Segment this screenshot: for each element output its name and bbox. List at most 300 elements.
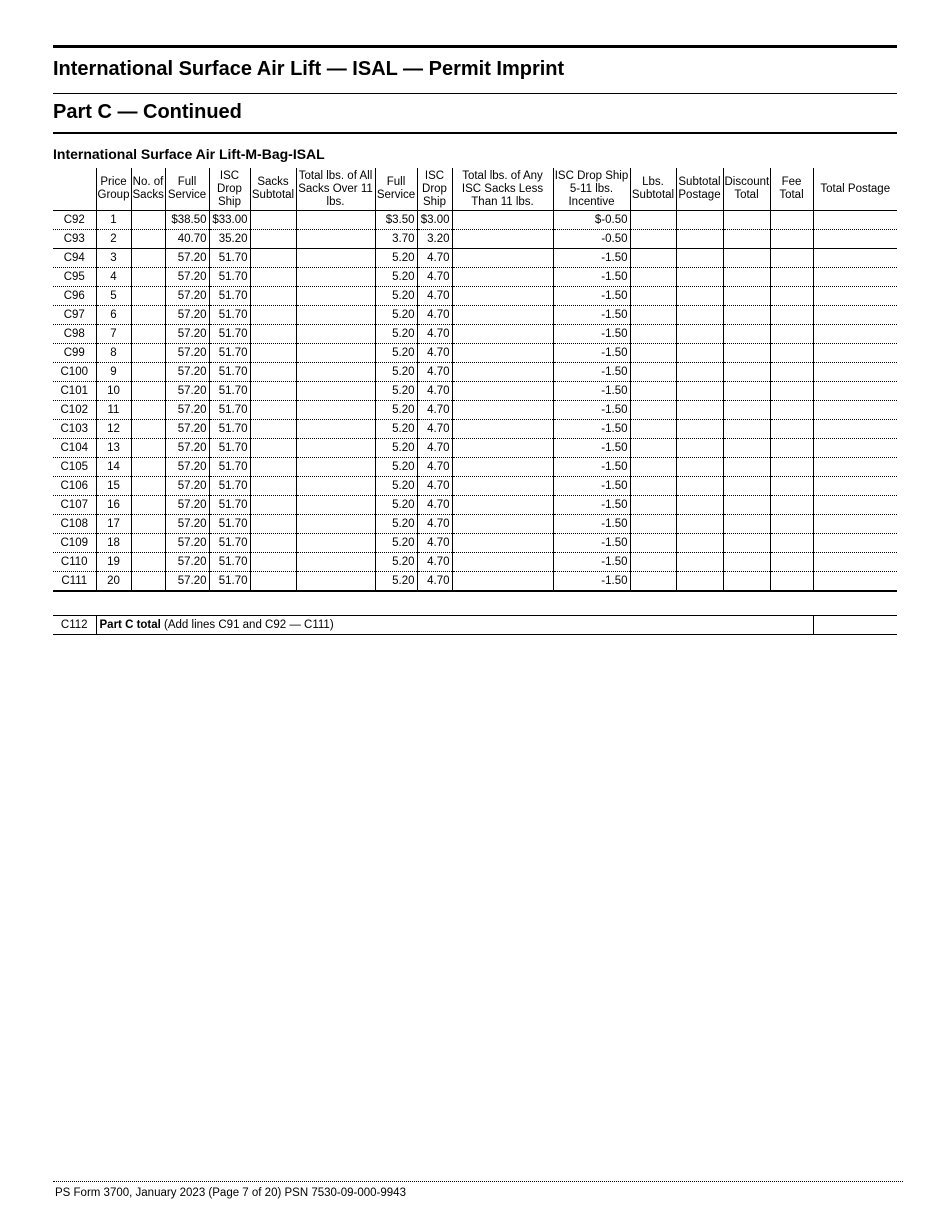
line-number: C92 (53, 211, 96, 230)
lbs-subtotal-input[interactable] (630, 268, 676, 287)
no-of-sacks-input[interactable] (131, 363, 165, 382)
isc-drop-ship-lb-rate: 4.70 (417, 420, 452, 439)
fee-total-input[interactable] (770, 287, 813, 306)
total-lbs-less-11-input[interactable] (452, 553, 553, 572)
no-of-sacks-input[interactable] (131, 439, 165, 458)
line-number: C103 (53, 420, 96, 439)
discount-total-input[interactable] (723, 477, 770, 496)
subtotal-postage-input[interactable] (676, 553, 723, 572)
lbs-subtotal-input[interactable] (630, 477, 676, 496)
sacks-subtotal-input[interactable] (250, 515, 296, 534)
lbs-subtotal-input[interactable] (630, 249, 676, 268)
total-postage-input[interactable] (813, 211, 897, 230)
total-postage-input[interactable] (813, 572, 897, 592)
full-service-sack-rate: $38.50 (165, 211, 209, 230)
total-lbs-over-11-input[interactable] (296, 363, 375, 382)
full-service-sack-rate: 57.20 (165, 439, 209, 458)
sacks-subtotal-input[interactable] (250, 420, 296, 439)
fee-total-input[interactable] (770, 363, 813, 382)
total-lbs-over-11-input[interactable] (296, 344, 375, 363)
line-number: C94 (53, 249, 96, 268)
sacks-subtotal-input[interactable] (250, 534, 296, 553)
col-header-no-of-sacks: No. of Sacks (131, 168, 165, 211)
isc-drop-ship-sack-rate: 51.70 (209, 477, 250, 496)
line-number: C104 (53, 439, 96, 458)
no-of-sacks-input[interactable] (131, 287, 165, 306)
total-lbs-less-11-input[interactable] (452, 534, 553, 553)
lbs-subtotal-input[interactable] (630, 439, 676, 458)
subtotal-postage-input[interactable] (676, 287, 723, 306)
total-lbs-over-11-input[interactable] (296, 458, 375, 477)
discount-total-input[interactable] (723, 553, 770, 572)
lbs-subtotal-input[interactable] (630, 553, 676, 572)
price-group: 8 (96, 344, 131, 363)
discount-total-input[interactable] (723, 420, 770, 439)
col-header-price-group: Price Group (96, 168, 131, 211)
table-row (53, 211, 897, 230)
subtotal-postage-input[interactable] (676, 325, 723, 344)
price-group: 6 (96, 306, 131, 325)
isc-drop-ship-sack-rate: 51.70 (209, 572, 250, 592)
no-of-sacks-input[interactable] (131, 382, 165, 401)
line-number: C93 (53, 230, 96, 249)
sacks-subtotal-input[interactable] (250, 287, 296, 306)
total-postage-input[interactable] (813, 249, 897, 268)
table-row (53, 306, 897, 325)
full-service-lb-rate: 3.70 (375, 230, 417, 249)
subtotal-postage-input[interactable] (676, 496, 723, 515)
line-number: C99 (53, 344, 96, 363)
price-group: 5 (96, 287, 131, 306)
isc-drop-ship-sack-rate: 51.70 (209, 344, 250, 363)
total-lbs-over-11-input[interactable] (296, 401, 375, 420)
full-service-sack-rate: 57.20 (165, 344, 209, 363)
total-postage-input[interactable] (813, 420, 897, 439)
full-service-sack-rate: 57.20 (165, 515, 209, 534)
incentive-rate: -1.50 (553, 553, 630, 572)
sacks-subtotal-input[interactable] (250, 363, 296, 382)
total-lbs-over-11-input[interactable] (296, 477, 375, 496)
isc-drop-ship-lb-rate: 4.70 (417, 496, 452, 515)
discount-total-input[interactable] (723, 363, 770, 382)
price-group: 17 (96, 515, 131, 534)
full-service-lb-rate: 5.20 (375, 515, 417, 534)
total-lbs-over-11-input[interactable] (296, 439, 375, 458)
discount-total-input[interactable] (723, 230, 770, 249)
subtotal-postage-input[interactable] (676, 401, 723, 420)
subtotal-postage-input[interactable] (676, 534, 723, 553)
no-of-sacks-input[interactable] (131, 306, 165, 325)
no-of-sacks-input[interactable] (131, 249, 165, 268)
lbs-subtotal-input[interactable] (630, 230, 676, 249)
fee-total-input[interactable] (770, 420, 813, 439)
fee-total-input[interactable] (770, 268, 813, 287)
subtotal-postage-input[interactable] (676, 572, 723, 592)
discount-total-input[interactable] (723, 401, 770, 420)
incentive-rate: -1.50 (553, 439, 630, 458)
total-lbs-over-11-input[interactable] (296, 420, 375, 439)
no-of-sacks-input[interactable] (131, 420, 165, 439)
lbs-subtotal-input[interactable] (630, 496, 676, 515)
table-row (53, 534, 897, 553)
subtotal-postage-input[interactable] (676, 515, 723, 534)
lbs-subtotal-input[interactable] (630, 458, 676, 477)
full-service-lb-rate: $3.50 (375, 211, 417, 230)
full-service-sack-rate: 57.20 (165, 420, 209, 439)
sacks-subtotal-input[interactable] (250, 382, 296, 401)
total-lbs-over-11-input[interactable] (296, 496, 375, 515)
no-of-sacks-input[interactable] (131, 211, 165, 230)
isc-drop-ship-lb-rate: 4.70 (417, 401, 452, 420)
subtotal-postage-input[interactable] (676, 268, 723, 287)
subtotal-postage-input[interactable] (676, 458, 723, 477)
subtotal-postage-input[interactable] (676, 230, 723, 249)
incentive-rate: -1.50 (553, 534, 630, 553)
total-lbs-less-11-input[interactable] (452, 401, 553, 420)
sacks-subtotal-input[interactable] (250, 439, 296, 458)
lbs-subtotal-input[interactable] (630, 287, 676, 306)
isc-drop-ship-lb-rate: 4.70 (417, 439, 452, 458)
full-service-sack-rate: 57.20 (165, 553, 209, 572)
col-header-sacks-subtotal: Sacks Subtotal (250, 168, 296, 211)
total-lbs-less-11-input[interactable] (452, 477, 553, 496)
full-service-lb-rate: 5.20 (375, 306, 417, 325)
subtotal-postage-input[interactable] (676, 439, 723, 458)
isc-drop-ship-sack-rate: 51.70 (209, 534, 250, 553)
total-lbs-less-11-input[interactable] (452, 458, 553, 477)
fee-total-input[interactable] (770, 534, 813, 553)
col-header-total-lbs-over-11: Total lbs. of All Sacks Over 11 lbs. (296, 168, 375, 211)
fee-total-input[interactable] (770, 439, 813, 458)
sacks-subtotal-input[interactable] (250, 268, 296, 287)
sacks-subtotal-input[interactable] (250, 572, 296, 592)
total-lbs-less-11-input[interactable] (452, 211, 553, 230)
discount-total-input[interactable] (723, 287, 770, 306)
total-postage-input[interactable] (813, 306, 897, 325)
total-lbs-over-11-input[interactable] (296, 534, 375, 553)
total-lbs-over-11-input[interactable] (296, 306, 375, 325)
line-number: C105 (53, 458, 96, 477)
fee-total-input[interactable] (770, 306, 813, 325)
sacks-subtotal-input[interactable] (250, 306, 296, 325)
lbs-subtotal-input[interactable] (630, 344, 676, 363)
incentive-rate: -1.50 (553, 420, 630, 439)
price-group: 20 (96, 572, 131, 592)
fee-total-input[interactable] (770, 344, 813, 363)
full-service-sack-rate: 57.20 (165, 249, 209, 268)
lbs-subtotal-input[interactable] (630, 420, 676, 439)
title-rule (53, 93, 897, 94)
price-group: 18 (96, 534, 131, 553)
discount-total-input[interactable] (723, 572, 770, 592)
total-postage-input[interactable] (813, 496, 897, 515)
price-group: 4 (96, 268, 131, 287)
total-postage-input[interactable] (813, 363, 897, 382)
sacks-subtotal-input[interactable] (250, 344, 296, 363)
no-of-sacks-input[interactable] (131, 344, 165, 363)
price-group: 19 (96, 553, 131, 572)
fee-total-input[interactable] (770, 211, 813, 230)
line-number: C109 (53, 534, 96, 553)
full-service-sack-rate: 57.20 (165, 458, 209, 477)
col-header-full-service-sack: Full Service (165, 168, 209, 211)
full-service-sack-rate: 57.20 (165, 382, 209, 401)
total-lbs-over-11-input[interactable] (296, 553, 375, 572)
full-service-lb-rate: 5.20 (375, 534, 417, 553)
no-of-sacks-input[interactable] (131, 325, 165, 344)
subtotal-postage-input[interactable] (676, 306, 723, 325)
price-group: 10 (96, 382, 131, 401)
no-of-sacks-input[interactable] (131, 515, 165, 534)
fee-total-input[interactable] (770, 458, 813, 477)
no-of-sacks-input[interactable] (131, 553, 165, 572)
discount-total-input[interactable] (723, 344, 770, 363)
table-row (53, 458, 897, 477)
incentive-rate: -1.50 (553, 382, 630, 401)
fee-total-input[interactable] (770, 249, 813, 268)
total-lbs-over-11-input[interactable] (296, 515, 375, 534)
isc-drop-ship-lb-rate: 4.70 (417, 306, 452, 325)
total-postage-input[interactable] (813, 287, 897, 306)
full-service-sack-rate: 40.70 (165, 230, 209, 249)
lbs-subtotal-input[interactable] (630, 401, 676, 420)
no-of-sacks-input[interactable] (131, 401, 165, 420)
line-number: C101 (53, 382, 96, 401)
total-lbs-over-11-input[interactable] (296, 230, 375, 249)
subtotal-postage-input[interactable] (676, 211, 723, 230)
fee-total-input[interactable] (770, 496, 813, 515)
line-number: C106 (53, 477, 96, 496)
isc-drop-ship-sack-rate: 51.70 (209, 382, 250, 401)
table-row (53, 287, 897, 306)
total-lbs-over-11-input[interactable] (296, 325, 375, 344)
discount-total-input[interactable] (723, 211, 770, 230)
line-number: C111 (53, 572, 96, 592)
full-service-lb-rate: 5.20 (375, 572, 417, 592)
full-service-lb-rate: 5.20 (375, 382, 417, 401)
line-number: C97 (53, 306, 96, 325)
incentive-rate: -1.50 (553, 287, 630, 306)
fee-total-input[interactable] (770, 515, 813, 534)
col-header-incentive: ISC Drop Ship 5-11 lbs. Incentive (553, 168, 630, 211)
isc-drop-ship-sack-rate: 51.70 (209, 401, 250, 420)
discount-total-input[interactable] (723, 325, 770, 344)
isc-drop-ship-lb-rate: 4.70 (417, 534, 452, 553)
lbs-subtotal-input[interactable] (630, 363, 676, 382)
fee-total-input[interactable] (770, 572, 813, 592)
lbs-subtotal-input[interactable] (630, 325, 676, 344)
total-postage-input[interactable] (813, 268, 897, 287)
discount-total-input[interactable] (723, 439, 770, 458)
fee-total-input[interactable] (770, 553, 813, 572)
total-postage-input[interactable] (813, 439, 897, 458)
footer-rule (53, 1181, 903, 1182)
fee-total-input[interactable] (770, 401, 813, 420)
total-lbs-less-11-input[interactable] (452, 515, 553, 534)
lbs-subtotal-input[interactable] (630, 572, 676, 592)
price-group: 1 (96, 211, 131, 230)
full-service-lb-rate: 5.20 (375, 439, 417, 458)
full-service-lb-rate: 5.20 (375, 363, 417, 382)
full-service-sack-rate: 57.20 (165, 477, 209, 496)
lbs-subtotal-input[interactable] (630, 534, 676, 553)
no-of-sacks-input[interactable] (131, 477, 165, 496)
total-row (53, 616, 897, 635)
subtotal-postage-input[interactable] (676, 382, 723, 401)
subtotal-postage-input[interactable] (676, 420, 723, 439)
full-service-sack-rate: 57.20 (165, 572, 209, 592)
lbs-subtotal-input[interactable] (630, 211, 676, 230)
total-lbs-less-11-input[interactable] (452, 420, 553, 439)
sacks-subtotal-input[interactable] (250, 477, 296, 496)
price-group: 12 (96, 420, 131, 439)
table-row (53, 496, 897, 515)
sacks-subtotal-input[interactable] (250, 553, 296, 572)
isc-drop-ship-lb-rate: 3.20 (417, 230, 452, 249)
incentive-rate: $-0.50 (553, 211, 630, 230)
total-postage-input[interactable] (813, 230, 897, 249)
incentive-rate: -1.50 (553, 515, 630, 534)
isc-drop-ship-sack-rate: 51.70 (209, 496, 250, 515)
no-of-sacks-input[interactable] (131, 268, 165, 287)
fee-total-input[interactable] (770, 325, 813, 344)
total-lbs-over-11-input[interactable] (296, 268, 375, 287)
total-lbs-less-11-input[interactable] (452, 496, 553, 515)
full-service-sack-rate: 57.20 (165, 268, 209, 287)
total-lbs-less-11-input[interactable] (452, 268, 553, 287)
sacks-subtotal-input[interactable] (250, 230, 296, 249)
total-postage-input[interactable] (813, 344, 897, 363)
total-postage-input[interactable] (813, 325, 897, 344)
full-service-sack-rate: 57.20 (165, 325, 209, 344)
table-row (53, 477, 897, 496)
price-group: 15 (96, 477, 131, 496)
isc-drop-ship-lb-rate: 4.70 (417, 268, 452, 287)
col-header-isc-drop-ship-lb: ISC Drop Ship (417, 168, 452, 211)
table-row (53, 420, 897, 439)
subtotal-postage-input[interactable] (676, 477, 723, 496)
total-postage-input[interactable] (813, 534, 897, 553)
total-lbs-over-11-input[interactable] (296, 382, 375, 401)
sacks-subtotal-input[interactable] (250, 211, 296, 230)
total-postage-input[interactable] (813, 458, 897, 477)
subtotal-postage-input[interactable] (676, 344, 723, 363)
total-postage-input[interactable] (813, 553, 897, 572)
section-rule (53, 132, 897, 134)
isc-drop-ship-sack-rate: 51.70 (209, 268, 250, 287)
lbs-subtotal-input[interactable] (630, 382, 676, 401)
isc-drop-ship-sack-rate: 35.20 (209, 230, 250, 249)
fee-total-input[interactable] (770, 382, 813, 401)
table-row (53, 515, 897, 534)
incentive-rate: -1.50 (553, 496, 630, 515)
total-lbs-over-11-input[interactable] (296, 249, 375, 268)
fee-total-input[interactable] (770, 230, 813, 249)
discount-total-input[interactable] (723, 515, 770, 534)
total-lbs-less-11-input[interactable] (452, 249, 553, 268)
table-row (53, 325, 897, 344)
isc-drop-ship-lb-rate: $3.00 (417, 211, 452, 230)
sacks-subtotal-input[interactable] (250, 458, 296, 477)
total-lbs-less-11-input[interactable] (452, 325, 553, 344)
full-service-lb-rate: 5.20 (375, 553, 417, 572)
discount-total-input[interactable] (723, 496, 770, 515)
incentive-rate: -1.50 (553, 458, 630, 477)
total-lbs-less-11-input[interactable] (452, 344, 553, 363)
subtotal-postage-input[interactable] (676, 249, 723, 268)
isc-drop-ship-lb-rate: 4.70 (417, 477, 452, 496)
line-number: C100 (53, 363, 96, 382)
sacks-subtotal-input[interactable] (250, 325, 296, 344)
total-lbs-less-11-input[interactable] (452, 382, 553, 401)
total-postage-input[interactable] (813, 616, 897, 635)
line-number: C110 (53, 553, 96, 572)
discount-total-input[interactable] (723, 534, 770, 553)
sacks-subtotal-input[interactable] (250, 249, 296, 268)
full-service-lb-rate: 5.20 (375, 420, 417, 439)
full-service-lb-rate: 5.20 (375, 325, 417, 344)
full-service-lb-rate: 5.20 (375, 249, 417, 268)
incentive-rate: -1.50 (553, 401, 630, 420)
total-lbs-less-11-input[interactable] (452, 572, 553, 592)
total-label-rest: (Add lines C91 and C92 — C111) (160, 619, 334, 631)
no-of-sacks-input[interactable] (131, 458, 165, 477)
col-header-full-service-lb: Full Service (375, 168, 417, 211)
total-lbs-less-11-input[interactable] (452, 287, 553, 306)
fee-total-input[interactable] (770, 477, 813, 496)
isc-drop-ship-sack-rate: $33.00 (209, 211, 250, 230)
sacks-subtotal-input[interactable] (250, 401, 296, 420)
no-of-sacks-input[interactable] (131, 496, 165, 515)
discount-total-input[interactable] (723, 458, 770, 477)
full-service-sack-rate: 57.20 (165, 306, 209, 325)
lbs-subtotal-input[interactable] (630, 515, 676, 534)
no-of-sacks-input[interactable] (131, 572, 165, 592)
table-row (53, 382, 897, 401)
isc-drop-ship-sack-rate: 51.70 (209, 306, 250, 325)
total-postage-input[interactable] (813, 401, 897, 420)
col-header-line (53, 168, 96, 211)
discount-total-input[interactable] (723, 382, 770, 401)
table-header-row (53, 168, 897, 211)
total-lbs-less-11-input[interactable] (452, 363, 553, 382)
price-group: 16 (96, 496, 131, 515)
full-service-sack-rate: 57.20 (165, 401, 209, 420)
discount-total-input[interactable] (723, 249, 770, 268)
total-postage-input[interactable] (813, 382, 897, 401)
incentive-rate: -1.50 (553, 572, 630, 592)
total-lbs-over-11-input[interactable] (296, 287, 375, 306)
total-lbs-less-11-input[interactable] (452, 306, 553, 325)
subtotal-postage-input[interactable] (676, 363, 723, 382)
discount-total-input[interactable] (723, 306, 770, 325)
incentive-rate: -1.50 (553, 344, 630, 363)
total-lbs-over-11-input[interactable] (296, 211, 375, 230)
total-lbs-over-11-input[interactable] (296, 572, 375, 592)
total-postage-input[interactable] (813, 515, 897, 534)
lbs-subtotal-input[interactable] (630, 306, 676, 325)
isc-drop-ship-sack-rate: 51.70 (209, 553, 250, 572)
sacks-subtotal-input[interactable] (250, 496, 296, 515)
total-lbs-less-11-input[interactable] (452, 439, 553, 458)
no-of-sacks-input[interactable] (131, 230, 165, 249)
table-row (53, 344, 897, 363)
total-lbs-less-11-input[interactable] (452, 230, 553, 249)
discount-total-input[interactable] (723, 268, 770, 287)
no-of-sacks-input[interactable] (131, 534, 165, 553)
total-postage-input[interactable] (813, 477, 897, 496)
col-header-isc-drop-ship-sack: ISC Drop Ship (209, 168, 250, 211)
